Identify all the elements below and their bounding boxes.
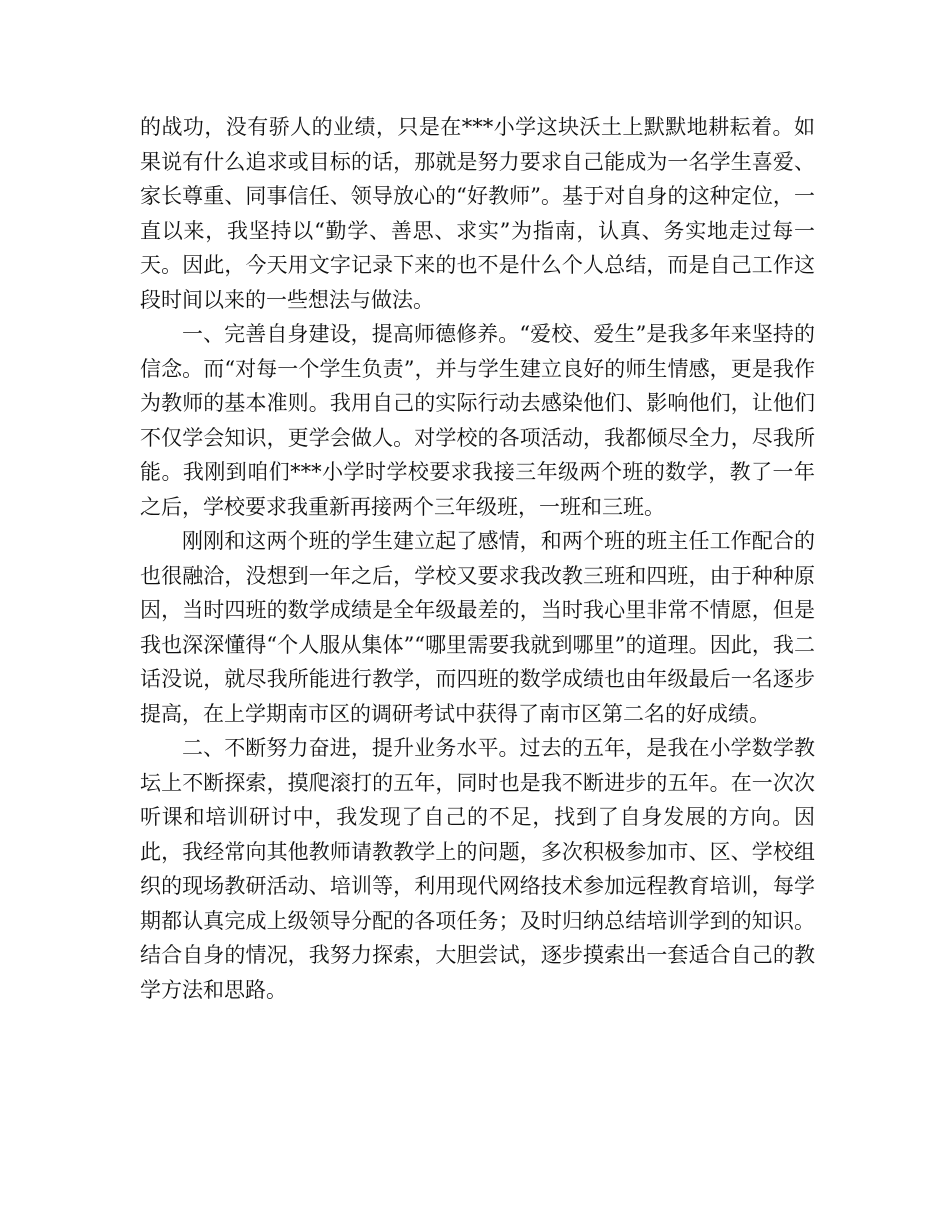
paragraph-section-two: 二、不断努力奋进，提升业务水平。过去的五年，是我在小学数学教坛上不断探索，摸爬滚打的五年，同时也是我不断进步的五年。在一次次听课和培训研讨中，我发现了自己的不足，找到了自身发展的方向。因此，我经常向其他教师请教教学上的问题，多次积极参加市、区、学校组织的现场教研活动、培训等，利用现代网络技术参加远程教育培训，每学期都认真完成上级领导分配的各项任务；及时归纳总结培训学到的知识。结合自身的情况，我努力探索，大胆尝试，逐步摸索出一套适合自己的教学方法和思路。 xyxy=(140,736,815,1002)
paragraph-section-one: 一、完善自身建设，提高师德修养。“爱校、爱生”是我多年来坚持的信念。而“对每一个学生负责”，并与学生建立良好的师生情感，更是我作为教师的基本准则。我用自己的实际行动去感染他们、影响他们，让他们不仅学会知识，更学会做人。对学校的各项活动，我都倾尽全力，尽我所能。我刚到咱们***小学时学校要求我接三年级两个班的数学，教了一年之后，学校要求我重新再接两个三年级班，一班和三班。 xyxy=(140,322,815,519)
paragraph-intro: 的战功，没有骄人的业绩，只是在***小学这块沃土上默默地耕耘着。如果说有什么追求或目标的话，那就是努力要求自己能成为一名学生喜爱、家长尊重、同事信任、领导放心的“好教师”。基于对自身的这种定位，一直以来，我坚持以“勤学、善思、求实”为指南，认真、务实地走过每一天。因此，今天用文字记录下来的也不是什么个人总结，而是自己工作这段时间以来的一些想法与做法。 xyxy=(140,115,815,312)
document-page xyxy=(140,110,815,1007)
paragraph-class-change: 刚刚和这两个班的学生建立起了感情，和两个班的班主任工作配合的也很融洽，没想到一年之后，学校又要求我改教三班和四班，由于种种原因，当时四班的数学成绩是全年级最差的，当时我心里非常不情愿，但是我也深深懂得“个人服从集体”“哪里需要我就到哪里”的道理。因此，我二话没说，就尽我所能进行教学，而四班的数学成绩也由年级最后一名逐步提高，在上学期南市区的调研考试中获得了南市区第二名的好成绩。 xyxy=(140,529,815,726)
